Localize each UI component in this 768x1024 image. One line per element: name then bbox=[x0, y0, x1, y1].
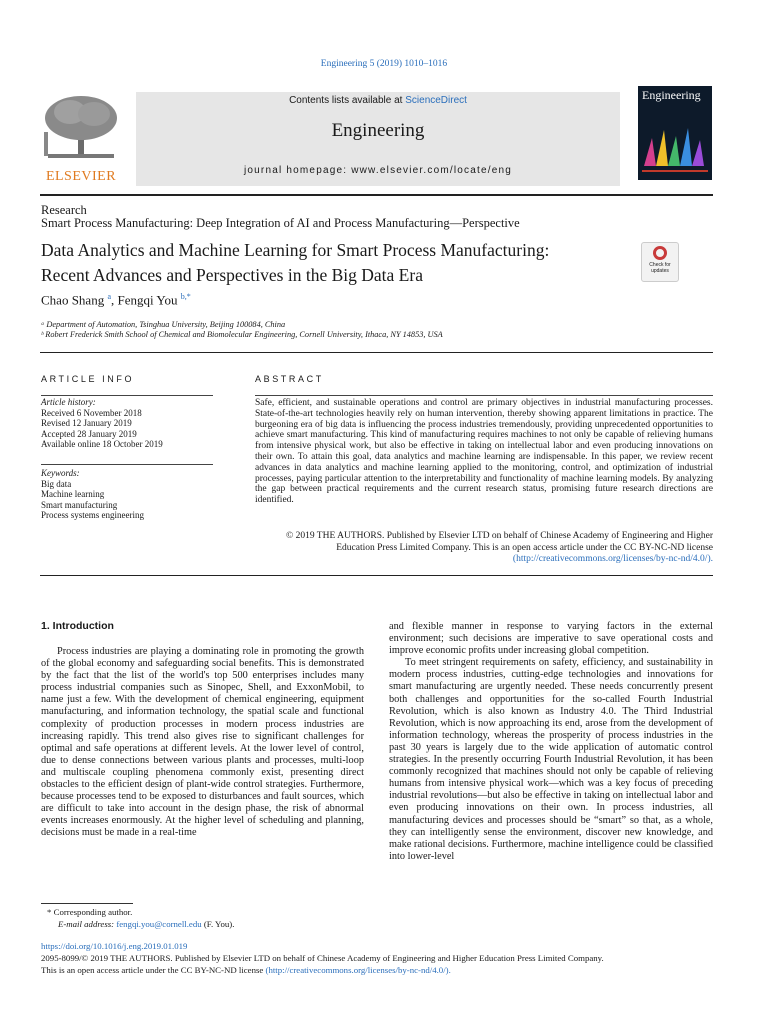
cover-art-icon bbox=[638, 86, 712, 180]
keyword: Smart manufacturing bbox=[41, 499, 118, 510]
article-section: Research bbox=[41, 203, 87, 217]
copyright-text: © 2019 THE AUTHORS. Published by Elsevier LTD on behalf of Chinese Academy of Engineering and Higher Education Press Limited Company. This is an open access article under the CC BY-NC-ND license bbox=[286, 531, 713, 553]
title-line-1: Data Analytics and Machine Learning for Smart Process Manufacturing: bbox=[41, 240, 550, 260]
check-for-updates-button[interactable] bbox=[641, 242, 679, 282]
footnote-rule bbox=[41, 903, 133, 904]
bottom-license-prefix: This is an open access article under the CC BY-NC-ND license bbox=[41, 965, 266, 975]
keywords-rule bbox=[41, 464, 213, 465]
history-heading: Article history: bbox=[41, 397, 96, 407]
keywords-heading: Keywords: bbox=[41, 468, 80, 478]
received-date: Received 6 November 2018 bbox=[41, 407, 142, 418]
abstract-rule bbox=[255, 395, 713, 396]
author-name[interactable]: Fengqi You bbox=[117, 292, 178, 308]
header-rule bbox=[40, 194, 713, 196]
tree-logo-icon bbox=[40, 92, 122, 164]
keywords-block bbox=[41, 468, 216, 521]
section-rule bbox=[40, 352, 713, 353]
body-column-left bbox=[41, 646, 364, 840]
keyword: Big data bbox=[41, 478, 72, 489]
email-suffix: (F. You). bbox=[201, 919, 235, 929]
abstract-text: Safe, efficient, and sustainable operations and control are primary objectives in industrial manufacturing processes. State-of-the-art technologies heavily rely on human intervention, thereby showing apparent limitations in practice. The burgeoning era of big data is influencing the process industries tremendously, providing unprecedented opportunities to achieve smart manufacturing. This kind of manufacturing requires machines to not only be capable of relieving humans from intensive physical work, but also be effective in taking on intellectual labor and even producing innovations on their own. To attain this goal, data analytics and machine learning are indispensable. In this paper, we review recent advances in data analytics and machine learning applied to the monitoring, control, and optimization of industrial processes, paying particular attention to the interpretability and functionality of machine learning models. By analyzing the gap between practical requirements and the current research status, promising future research directions are identified. bbox=[255, 398, 713, 506]
check-updates-icon bbox=[653, 246, 667, 260]
keyword: Machine learning bbox=[41, 489, 105, 499]
title-line-2: Recent Advances and Perspectives in the Big Data Era bbox=[41, 265, 423, 285]
body-column-right bbox=[389, 621, 713, 863]
bottom-license-line bbox=[41, 965, 451, 975]
doi-text[interactable]: https://doi.org/10.1016/j.eng.2019.01.019 bbox=[41, 941, 188, 951]
elsevier-wordmark: ELSEVIER bbox=[45, 169, 117, 184]
journal-citation[interactable]: Engineering 5 (2019) 1010–1016 bbox=[320, 59, 448, 69]
online-date: Available online 18 October 2019 bbox=[41, 439, 163, 449]
paragraph: To meet stringent requirements on safety, efficiency, and sustainability in modern process industries, cutting-edge technologies and innovations for smart manufacturing are urgently needed. These needs concurrently present both challenges and opportunities for the so-called Fourth Industrial Revolution, which is also known as Industry 4.0. The Third Industrial Revolution, which is now approaching its end, arose from the development of information technology, whereas the prosperity of process industries in the past 30 years is largely due to the wide application of automatic control strategies. In the presently occurring Fourth Industrial Revolution, it has been commonly recognized that machines should not only be capable of relieving humans from intensive physical work—which was a key focus of preceding industrial revolutions—but also be effective in taking on intellectual labor and even producing innovations on their own. In process industries, all manufacturing devices and processes should be “smart” so that, as a whole, they can intelligently sense the environment, discover new knowledge, and make rational decisions. Furthermore, machine intelligence could be classified into lower-level bbox=[389, 657, 713, 862]
issn-line: 2095-8099/© 2019 THE AUTHORS. Published by Elsevier LTD on behalf of Chinese Academy of Engineering and Higher Education Press Limited Company. bbox=[41, 953, 604, 963]
paragraph: Process industries are playing a dominating role in promoting the growth of the global economy and safeguarding social benefits. This is demonstrated by the fact that the list of the world's top 500 enterprises includes many process industrial companies such as Sinopec, Shell, and ExxonMobil, to name just a few. With the development of chemical engineering, equipment manufacturing, and information technology, the spatial scale and functional complexity of production processes in modern process industries are increasing rapidly. This trend also gives rise to significant challenges for optimal and safe operations at different levels. At the lower level of control, due to dense connections between various plants and processes, multi-loop and multiscale coupling phenomena commonly exist, presenting direct obstacles to the efficient design of plant-wide control strategies. Furthermore, because processes tend to be exposed to disturbances and fault sources, which are difficult to take into account in the design phase, the risk of abnormal events increases enormously. At the higher level of scheduling and planning, decisions must be made in a real-time bbox=[41, 646, 364, 839]
affiliation-a: ᵃ Department of Automation, Tsinghua University, Beijing 100084, China bbox=[41, 320, 286, 329]
elsevier-logo bbox=[40, 92, 122, 182]
journal-homepage[interactable]: journal homepage: www.elsevier.com/locate/eng bbox=[243, 165, 512, 176]
affiliation-b: ᵇ Robert Frederick Smith School of Chemical and Biomolecular Engineering, Cornell University, Ithaca, NY 14853, USA bbox=[41, 330, 443, 339]
info-rule bbox=[41, 395, 213, 396]
contents-line bbox=[136, 95, 620, 106]
section-heading: 1. Introduction bbox=[41, 620, 114, 632]
keyword: Process systems engineering bbox=[41, 510, 144, 520]
article-subsection: Smart Process Manufacturing: Deep Integration of AI and Process Manufacturing—Perspective bbox=[41, 216, 520, 230]
email-label: E-mail address: bbox=[58, 919, 117, 929]
journal-cover[interactable] bbox=[638, 86, 712, 180]
doi-link[interactable] bbox=[41, 941, 187, 951]
article-title bbox=[41, 238, 631, 288]
article-history bbox=[41, 397, 216, 450]
cover-title: Engineering bbox=[642, 88, 701, 102]
abstract-copyright bbox=[255, 531, 713, 566]
revised-date: Revised 12 January 2019 bbox=[41, 418, 132, 428]
affiliation-marker[interactable]: a bbox=[107, 292, 112, 301]
sciencedirect-link[interactable]: ScienceDirect bbox=[405, 95, 467, 106]
email-link[interactable]: fengqi.you@cornell.edu bbox=[116, 919, 202, 929]
license-link[interactable]: (http://creativecommons.org/licenses/by-nc-nd/4.0/). bbox=[512, 554, 713, 564]
journal-name: Engineering bbox=[331, 120, 425, 141]
accepted-date: Accepted 28 January 2019 bbox=[41, 428, 137, 439]
affiliation-marker[interactable]: b,* bbox=[180, 292, 191, 301]
author-list: Chao Shang $^a$, Fengqi You $^{b,*}$ bbox=[41, 292, 191, 308]
email-note bbox=[58, 919, 234, 929]
contents-prefix: Contents lists available at bbox=[289, 95, 406, 106]
author-name[interactable]: Chao Shang bbox=[41, 292, 105, 308]
article-info-heading: ARTICLE INFO bbox=[41, 374, 135, 384]
abstract-end-rule bbox=[40, 575, 713, 576]
bottom-license-link[interactable]: (http://creativecommons.org/licenses/by-nc-nd/4.0/). bbox=[265, 965, 451, 975]
corresponding-author-note: * Corresponding author. bbox=[47, 907, 133, 917]
abstract-heading: ABSTRACT bbox=[255, 374, 324, 384]
paragraph: and flexible manner in response to varying factors in the external environment; such decisions are imperative to save operational costs and improve economic profits under increasing global competition. bbox=[389, 621, 713, 657]
check-updates-label: Check for updates bbox=[649, 262, 671, 274]
